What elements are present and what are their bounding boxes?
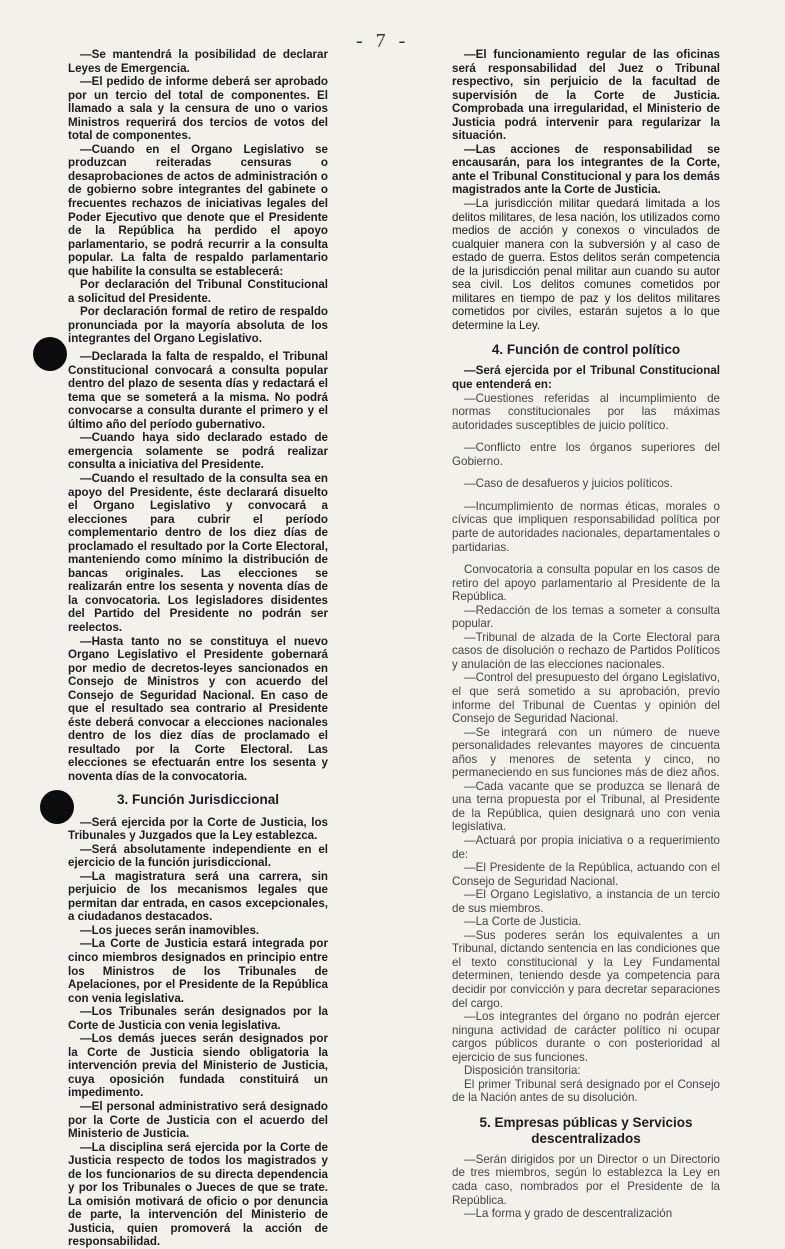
paragraph: —Control del presupuesto del órgano Legislativo, el que será sometido a su aprobación, previo informe del Tribunal de Cuentas y opinión del Consejo de Seguridad Nacional.: [452, 671, 720, 726]
paragraph: —Cuando haya sido declarado estado de emergencia solamente se podrá realizar consulta a iniciativa del Presidente.: [68, 431, 328, 472]
paragraph: —El pedido de informe deberá ser aprobado por un tercio del total de componentes. El llamado a sala y la censura de uno o varios Ministros requerirá dos tercios de votos del total de componentes.: [68, 75, 328, 143]
paragraph: —El Presidente de la República, actuando con el Consejo de Seguridad Nacional.: [452, 861, 720, 888]
paragraph: —Tribunal de alzada de la Corte Electoral para casos de disolución o rechazo de Partidos Políticos y anulación de las elecciones nacionales.: [452, 630, 720, 671]
paragraph: —La jurisdicción militar quedará limitada a los delitos militares, de lesa nación, los utilizados como medios de acción y conexos o vinculados de cualquier manera con la subversión y al caso de estado de guerra. Estos delitos serán competencia de la jurisdicción penal militar aun cuando su autor sea civil. Los delitos comunes cometidos por militares en tiempo de paz y los delitos militares cometidos por civiles, estarán sujetos a lo que determine la Ley.: [452, 197, 720, 332]
paragraph: —Se integrará con un número de nueve personalidades relevantes mayores de cincuenta años y menores de setenta y cinco, no permaneciendo en sus funciones más de diez años.: [452, 725, 720, 780]
paragraph: —Los jueces serán inamovibles.: [80, 923, 260, 937]
left-column: [68, 48, 328, 1249]
paragraph: —Actuará por propia iniciativa o a requerimiento de:: [452, 833, 720, 861]
paragraph: —Hasta tanto no se constituya el nuevo Organo Legislativo el Presidente gobernará por medio de decretos-leyes sancionados en Consejo de Ministros y con acuerdo del Consejo de Seguridad Nacional. En caso de que el resultado sea contrario al Presidente éste deberá convocar a elecciones nacionales dentro de los diez días de proclamado el resultado por la Corte Electoral. Las elecciones se efectuarán entre los sesenta y noventa días de la convocatoria.: [68, 634, 328, 783]
paragraph: —La Corte de Justicia.: [464, 915, 582, 929]
paragraph: —Incumplimiento de normas éticas, morales o cívicas que impliquen responsabilidad política por parte de autoridades nacionales, departamentales o partidarias.: [452, 499, 720, 554]
paragraph: Por declaración del Tribunal Constitucional a solicitud del Presidente.: [68, 278, 328, 305]
paragraph: —Será absolutamente independiente en el ejercicio de la función jurisdiccional.: [68, 842, 328, 870]
paragraph: —Declarada la falta de respaldo, el Tribunal Constitucional convocará a consulta popular dentro del plazo de sesenta días y redactará el tema que se someterá a la misma. No podrá convocarse a consulta durante el primero y el último año del período gubernativo.: [68, 350, 328, 431]
paragraph: —Cada vacante que se produzca se llenará de una terna propuesta por el Tribunal, al Presidente de la República, quien designará uno con venia legislativa.: [452, 779, 720, 834]
paragraph: —El personal administrativo será designado por la Corte de Justicia con el acuerdo del Ministerio de Justicia.: [68, 1100, 328, 1141]
paragraph: —Las acciones de responsabilidad se encausarán, para los integrantes de la Corte, ante el Tribunal Constitucional y para los demás magistrados ante la Corte de Justicia.: [452, 142, 720, 197]
paragraph: —Cuando el resultado de la consulta sea en apoyo del Presidente, éste declarará disuelto el Organo Legislativo y convocará a elecciones para cubrir el período complementario dentro de los diez días de proclamado el resultado por la Corte Electoral, manteniendo como mínimo la distribución de bancas originales. Las elecciones se realizarán entre los sesenta y noventa días de la convocatoria. Los legisladores disidentes del Partido del Presidente no podrán ser reelectos.: [68, 471, 328, 634]
paragraph: —Se mantendrá la posibilidad de declarar Leyes de Emergencia.: [68, 48, 328, 75]
paragraph: —Los demás jueces serán designados por la Corte de Justicia siendo obligatoria la intervención previa del Ministerio de Justicia, cuya oposición fundada constituirá un impedimento.: [68, 1032, 328, 1100]
paragraph: —La forma y grado de descentralización: [464, 1207, 673, 1221]
paragraph: Por declaración formal de retiro de respaldo pronunciada por la mayoría absoluta de los integrantes del Organo Legislativo.: [68, 305, 328, 346]
paragraph: —Redacción de los temas a someter a consulta popular.: [452, 603, 720, 631]
paragraph: —Sus poderes serán los equivalentes a un Tribunal, dictando sentencia en las condiciones que el texto constitucional y la Ley Fundamental determinen, teniendo desde ya competencia para decidir por convicción y para decretar separaciones del cargo.: [452, 928, 720, 1010]
paragraph: —La magistratura será una carrera, sin perjuicio de los mecanismos legales que permitan dar entrada, en casos excepcionales, a ciudadanos destacados.: [68, 869, 328, 924]
paragraph: Convocatoria a consulta popular en los casos de retiro del apoyo parlamentario al Presidente de la República.: [452, 563, 720, 604]
paragraph: —Cuando en el Organo Legislativo se produzcan reiteradas censuras o desaprobaciones de actos de administración o de gobierno sobre integrantes del gabinete o frecuentes rechazos de iniciativas legales del Poder Ejecutivo que denote que el Presidente de la República ha perdido el apoyo parlamentario, se podrá recurrir a la consulta popular. La falta de respaldo parlamentario que habilite la consulta se establecerá:: [68, 142, 328, 278]
section-heading: 3. Función Jurisdiccional: [116, 791, 280, 807]
paragraph: —Caso de desafueros y juicios políticos.: [464, 477, 673, 491]
paragraph: —El Organo Legislativo, a instancia de un tercio de sus miembros.: [452, 888, 720, 915]
paragraph: —Será ejercida por la Corte de Justicia, los Tribunales y Juzgados que la Ley establezca.: [68, 815, 328, 843]
section-heading: 5. Empresas públicas y Servicios descentralizados: [479, 1114, 693, 1146]
right-column: [452, 48, 720, 1221]
paragraph: —La disciplina será ejercida por la Corte de Justicia respecto de todos los magistrados y de los funcionarios de su directa dependencia y por los Tribunales o Jueces de que se trate. La omisión motivará de oficio o por denuncia de parte, la intervención del Ministerio de Justicia, quien promoverá la acción de responsabilidad.: [68, 1140, 328, 1249]
paragraph: —Cuestiones referidas al incumplimiento de normas constitucionales por las máximas autoridades susceptibles de juicio político.: [452, 391, 720, 432]
paragraph: —El funcionamiento regular de las oficinas será responsabilidad del Juez o Tribunal respectivo, sin perjuicio de la facultad de supervisión de la Corte de Justicia. Comprobada una irregularidad, el Ministerio de Justicia podrá intervenir para regularizar la situación.: [452, 48, 720, 143]
paragraph: El primer Tribunal será designado por el Consejo de la Nación antes de su disolución.: [452, 1077, 720, 1105]
punch-hole: [33, 337, 67, 371]
paragraph: —Conflicto entre los órganos superiores del Gobierno.: [452, 441, 720, 468]
paragraph: —Será ejercida por el Tribunal Constitucional que entenderá en:: [452, 364, 720, 392]
paragraph: —Los Tribunales serán designados por la Corte de Justicia con venia legislativa.: [68, 1005, 328, 1032]
section-heading: 4. Función de control político: [491, 342, 681, 358]
paragraph: Disposición transitoria:: [464, 1064, 581, 1078]
paragraph: —La Corte de Justicia estará integrada por cinco miembros designados en principio entre los Ministros de los Tribunales de Apelaciones, por el Presidente de la República con venia legislativa.: [68, 937, 328, 1005]
paragraph: —Los integrantes del órgano no podrán ejercer ninguna actividad de carácter político ni ocupar cargos públicos durante o con posterioridad al ejercicio de sus funciones.: [452, 1010, 720, 1064]
paragraph: —Serán dirigidos por un Director o un Directorio de tres miembros, según lo establezca la Ley en cada caso, nombrados por el Presidente de la República.: [452, 1152, 720, 1207]
page-number: - 7 -: [356, 30, 410, 52]
